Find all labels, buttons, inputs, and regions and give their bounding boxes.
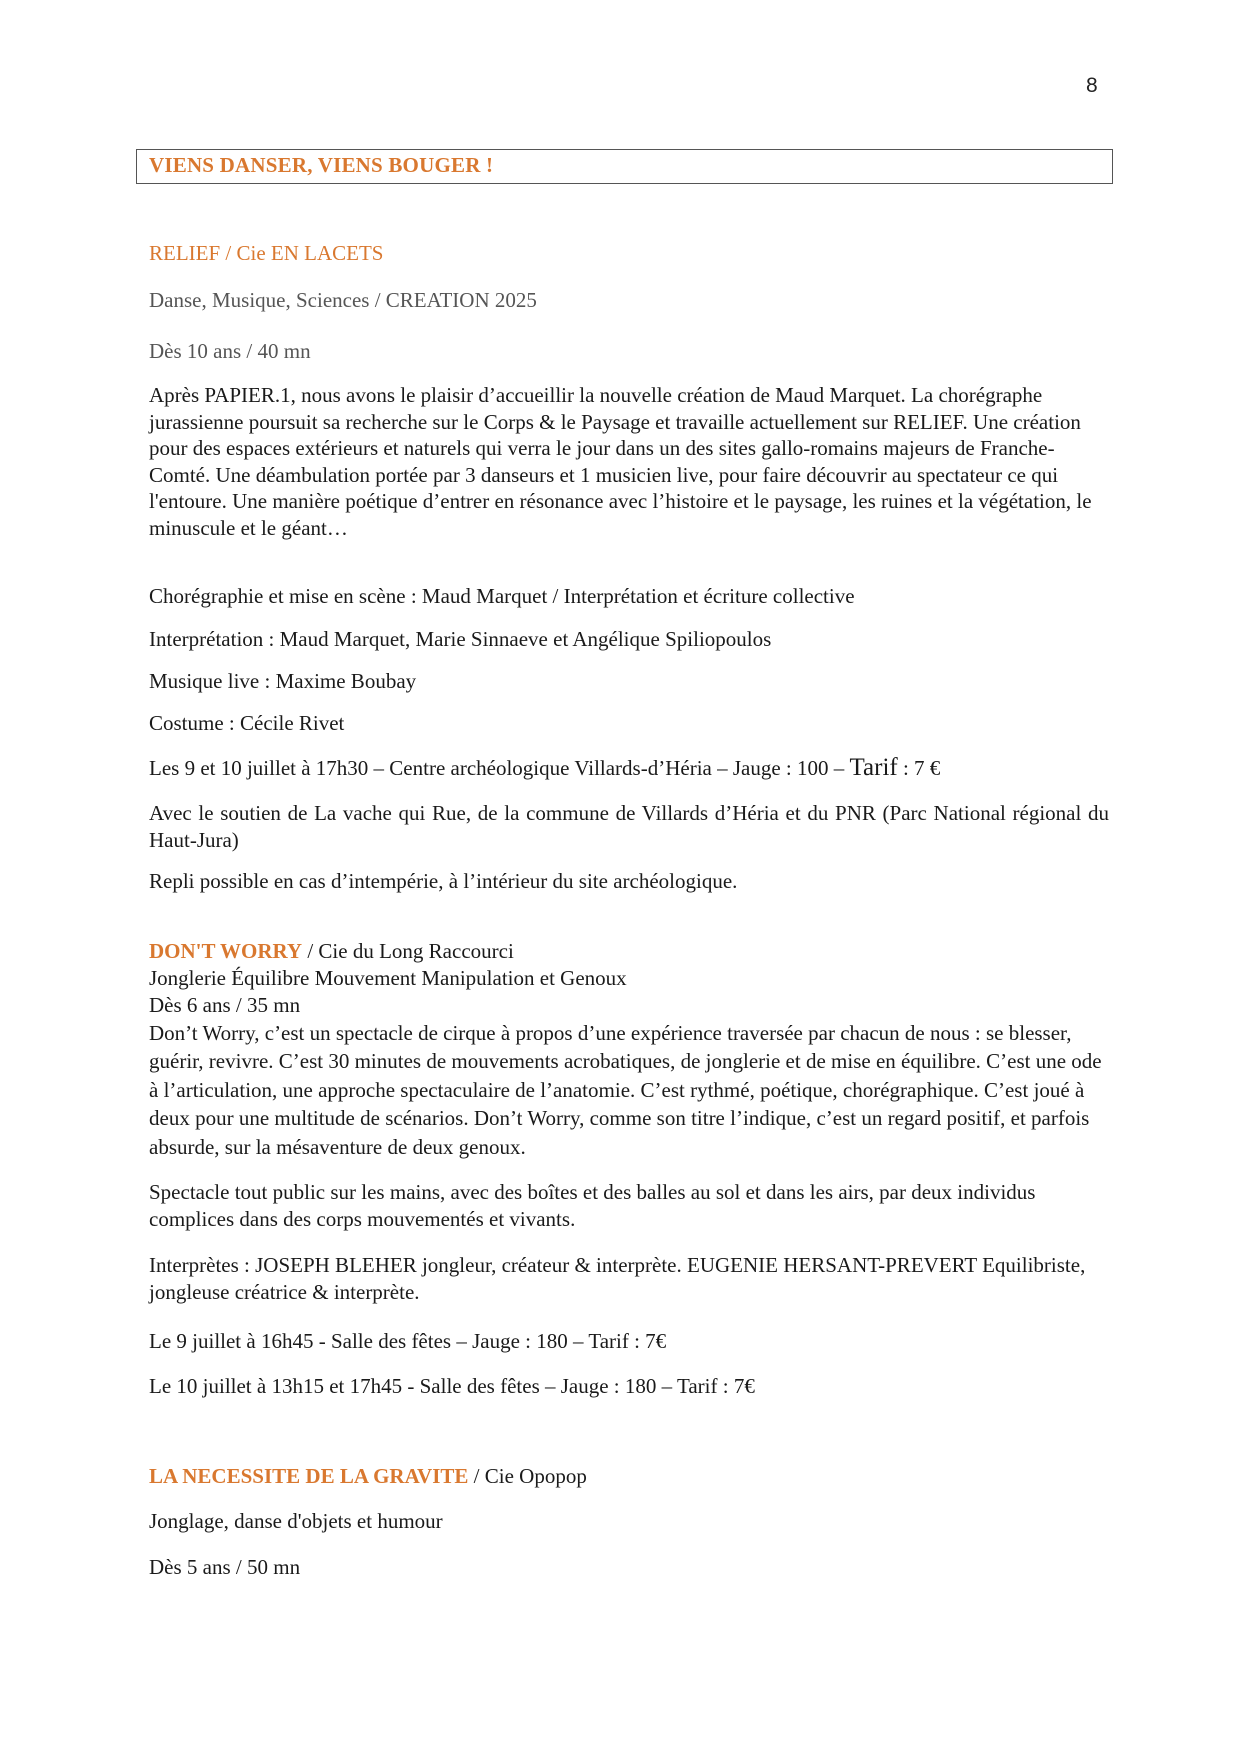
relief-interpretation: Interprétation : Maud Marquet, Marie Sinnaeve et Angélique Spiliopoulos — [149, 627, 772, 651]
relief-description: Après PAPIER.1, nous avons le plaisir d’accueillir la nouvelle création de Maud Marquet. La chorégraphe jurassienne poursuit sa recherche sur le Corps & le Paysage et travaille actuellement sur RELIEF. Une création pour des espaces extérieurs et naturels qui verra le jour dans un des sites gallo-romains majeurs de Franche-Comté. Une déambulation portée par 3 danseurs et 1 musicien live, pour faire découvrir au spectateur ce qui l'entoure. Une manière poétique d’entrer en résonance avec l’histoire et le paysage, les ruines et la végétation, le minuscule et le géant… — [149, 383, 1092, 540]
dontworry-genre: Jonglerie Équilibre Mouvement Manipulation et Genoux — [149, 966, 627, 990]
dontworry-public: Spectacle tout public sur les mains, avec des boîtes et des balles au sol et dans les airs, par deux individus complices dans des corps mouvementés et vivants. — [149, 1180, 1036, 1231]
relief-dates-prefix: Les 9 et 10 juillet à 17h30 – Centre archéologique Villards-d’Héria – Jauge : 100 – — [149, 756, 850, 780]
gravite-genre: Jonglage, danse d'objets et humour — [149, 1509, 443, 1533]
dontworry-performers: Interprètes : JOSEPH BLEHER jongleur, créateur & interprète. EUGENIE HERSANT-PREVERT Equilibriste, jongleuse créatrice & interprète. — [149, 1253, 1086, 1304]
section-title: VIENS DANSER, VIENS BOUGER ! — [149, 153, 494, 177]
relief-dates-tarif: Tarif — [849, 754, 898, 781]
dontworry-description: Don’t Worry, c’est un spectacle de cirque à propos d’une expérience traversée par chacun de nous : se blesser, guérir, revivre. C’est 30 minutes de mouvements acrobatiques, de jonglerie et de mise en équilibre. C’est une ode à l’articulation, une approche spectaculaire de l’anatomie. C’est rythmé, poétique, chorégraphique. C’est joué à deux pour une multitude de scénarios. Don’t Worry, comme son titre l’indique, c’est un regard positif, et parfois absurde, sur la mésaventure de deux genoux. — [149, 1021, 1102, 1159]
dontworry-company: / Cie du Long Raccourci — [302, 939, 514, 963]
relief-support: Avec le soutien de La vache qui Rue, de la commune de Villards d’Héria et du PNR (Parc National régional du Haut-Jura) — [149, 801, 1109, 852]
dontworry-date-2: Le 10 juillet à 13h15 et 17h45 - Salle des fêtes – Jauge : 180 – Tarif : 7€ — [149, 1374, 755, 1398]
page-number: 8 — [1086, 74, 1098, 97]
relief-fallback: Repli possible en cas d’intempérie, à l’intérieur du site archéologique. — [149, 869, 738, 893]
relief-music: Musique live : Maxime Boubay — [149, 669, 417, 693]
gravite-heading — [149, 1463, 587, 1490]
relief-dates — [149, 754, 940, 782]
dontworry-date-1: Le 9 juillet à 16h45 - Salle des fêtes – Jauge : 180 – Tarif : 7€ — [149, 1329, 667, 1353]
gravite-age: Dès 5 ans / 50 mn — [149, 1555, 301, 1579]
gravite-company: / Cie Opopop — [468, 1464, 587, 1488]
dontworry-heading — [149, 938, 514, 965]
relief-age: Dès 10 ans / 40 mn — [149, 339, 311, 363]
dontworry-title: DON'T WORRY — [149, 939, 303, 963]
relief-genre: Danse, Musique, Sciences / CREATION 2025 — [149, 288, 537, 312]
relief-heading: RELIEF / Cie EN LACETS — [149, 241, 384, 265]
gravite-title: LA NECESSITE DE LA GRAVITE — [149, 1464, 469, 1488]
relief-costume: Costume : Cécile Rivet — [149, 711, 345, 735]
section-header-box — [136, 149, 1113, 184]
relief-choreography: Chorégraphie et mise en scène : Maud Marquet / Interprétation et écriture collective — [149, 584, 855, 608]
dontworry-age: Dès 6 ans / 35 mn — [149, 993, 301, 1017]
relief-dates-suffix: : 7 € — [897, 756, 941, 780]
